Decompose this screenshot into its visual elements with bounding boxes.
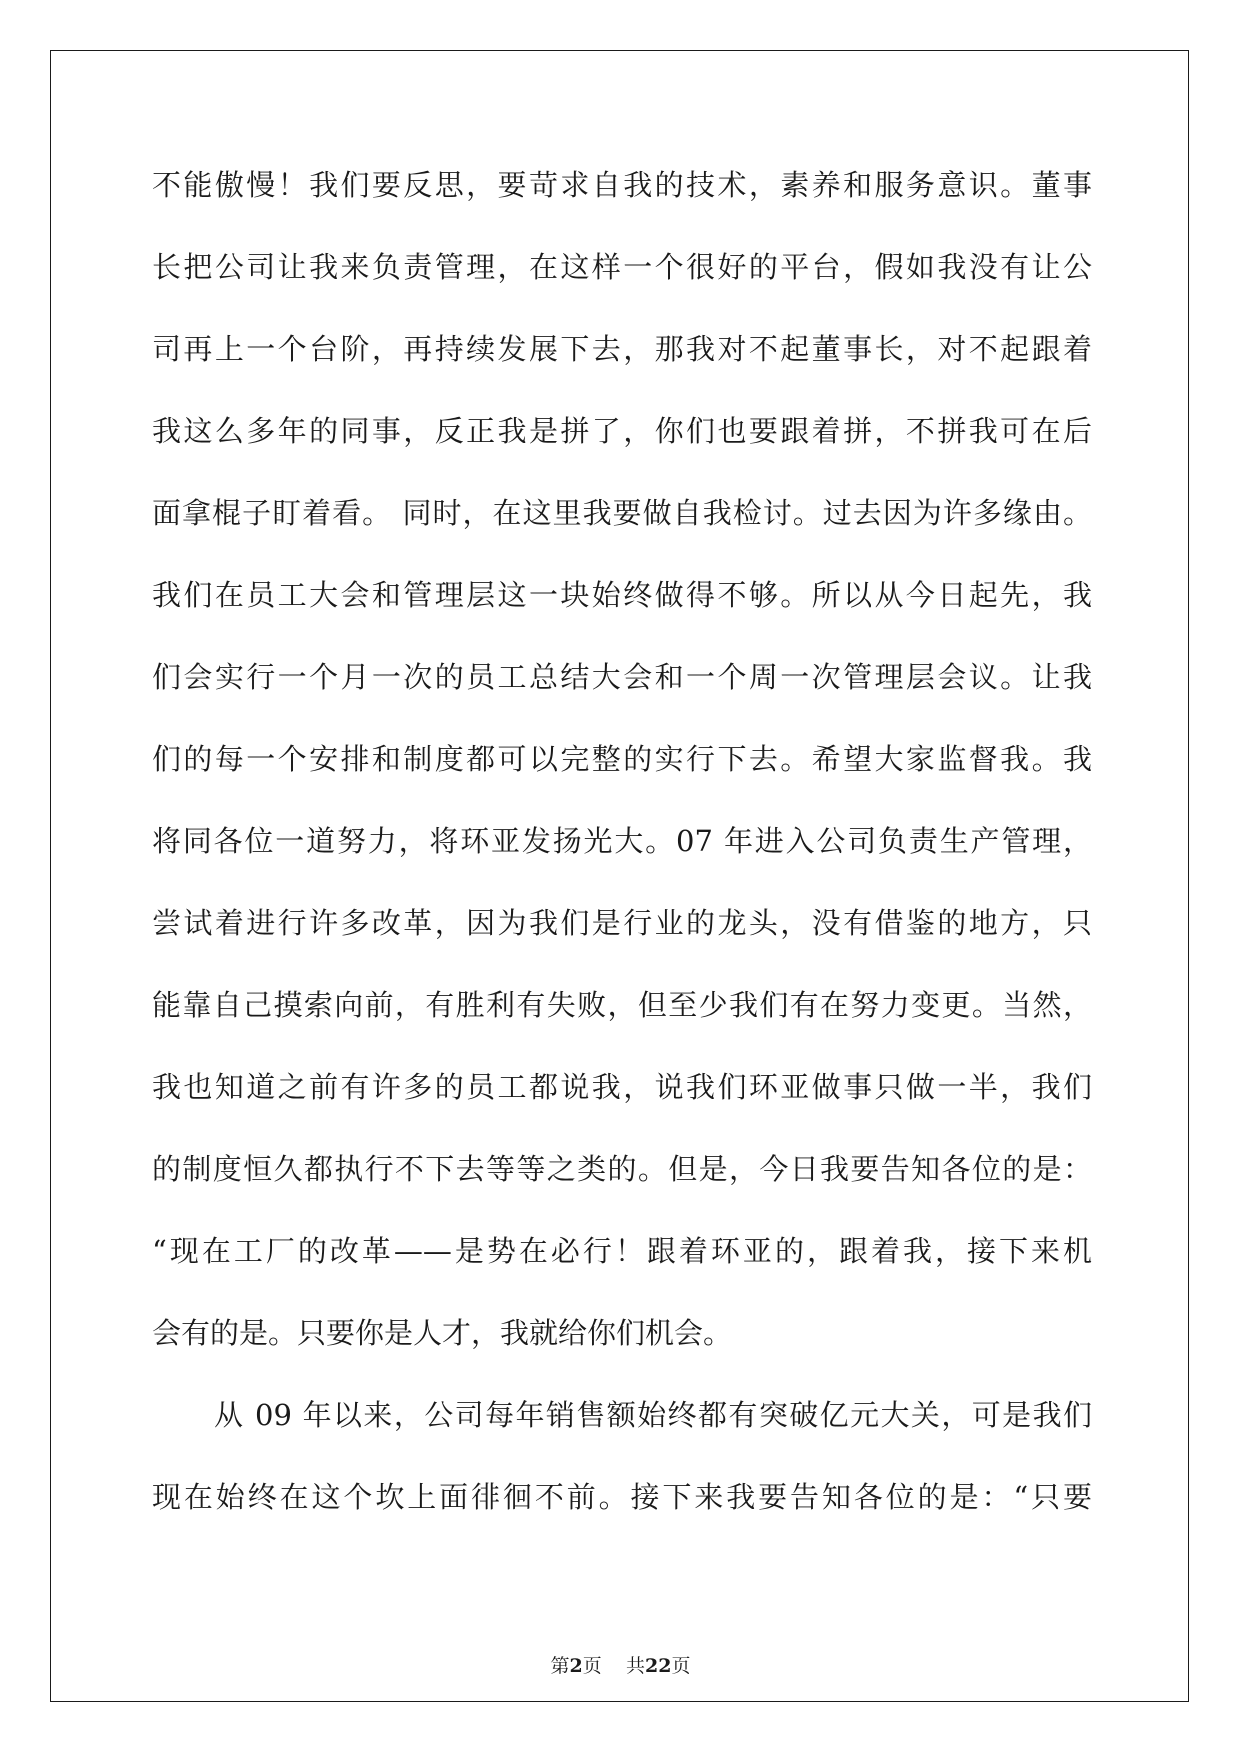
text-line: 将同各位一道努力，将环亚发扬光大。07 年进入公司负责生产管理，	[152, 824, 1092, 858]
text-line: 不能傲慢！我们要反思，要苛求自我的技术，素养和服务意识。董事	[152, 168, 1092, 202]
document-body	[152, 155, 1092, 1549]
text-line: 们会实行一个月一次的员工总结大会和一个周一次管理层会议。让我	[152, 660, 1092, 694]
text-line: 的制度恒久都执行不下去等等之类的。但是，今日我要告知各位的是：	[152, 1152, 1092, 1186]
text-line: 能靠自己摸索向前，有胜利有失败，但至少我们有在努力变更。当然，	[152, 988, 1092, 1022]
footer-prefix: 第	[550, 1655, 570, 1677]
text-line: 司再上一个台阶，再持续发展下去，那我对不起董事长，对不起跟着	[152, 332, 1092, 366]
text-line: “现在工厂的改革——是势在必行！跟着环亚的，跟着我，接下来机	[152, 1234, 1092, 1268]
footer-page-word: 页	[582, 1655, 602, 1677]
text-line: 我也知道之前有许多的员工都说我，说我们环亚做事只做一半，我们	[152, 1070, 1092, 1104]
footer-total-prefix: 共	[625, 1655, 645, 1677]
text-line: 现在始终在这个坎上面徘徊不前。接下来我要告知各位的是：“只要	[152, 1480, 1092, 1514]
text-line: 尝试着进行许多改革，因为我们是行业的龙头，没有借鉴的地方，只	[152, 906, 1092, 940]
text-line: 我们在员工大会和管理层这一块始终做得不够。所以从今日起先，我	[152, 578, 1092, 612]
page-footer	[0, 1651, 1241, 1678]
current-page-number: 2	[569, 1655, 583, 1677]
text-line: 们的每一个安排和制度都可以完整的实行下去。希望大家监督我。我	[152, 742, 1092, 776]
total-pages-number: 22	[644, 1655, 672, 1677]
text-line: 面拿棍子盯着看。 同时，在这里我要做自我检讨。过去因为许多缘由。	[152, 496, 1092, 530]
footer-total-suffix: 页	[671, 1655, 691, 1677]
text-line: 我这么多年的同事，反正我是拼了，你们也要跟着拼，不拼我可在后	[152, 414, 1092, 448]
text-line: 会有的是。只要你是人才，我就给你们机会。	[152, 1316, 733, 1350]
text-line: 从 09 年以来，公司每年销售额始终都有突破亿元大关，可是我们	[214, 1398, 1092, 1432]
text-line: 长把公司让我来负责管理，在这样一个很好的平台，假如我没有让公	[152, 250, 1092, 284]
